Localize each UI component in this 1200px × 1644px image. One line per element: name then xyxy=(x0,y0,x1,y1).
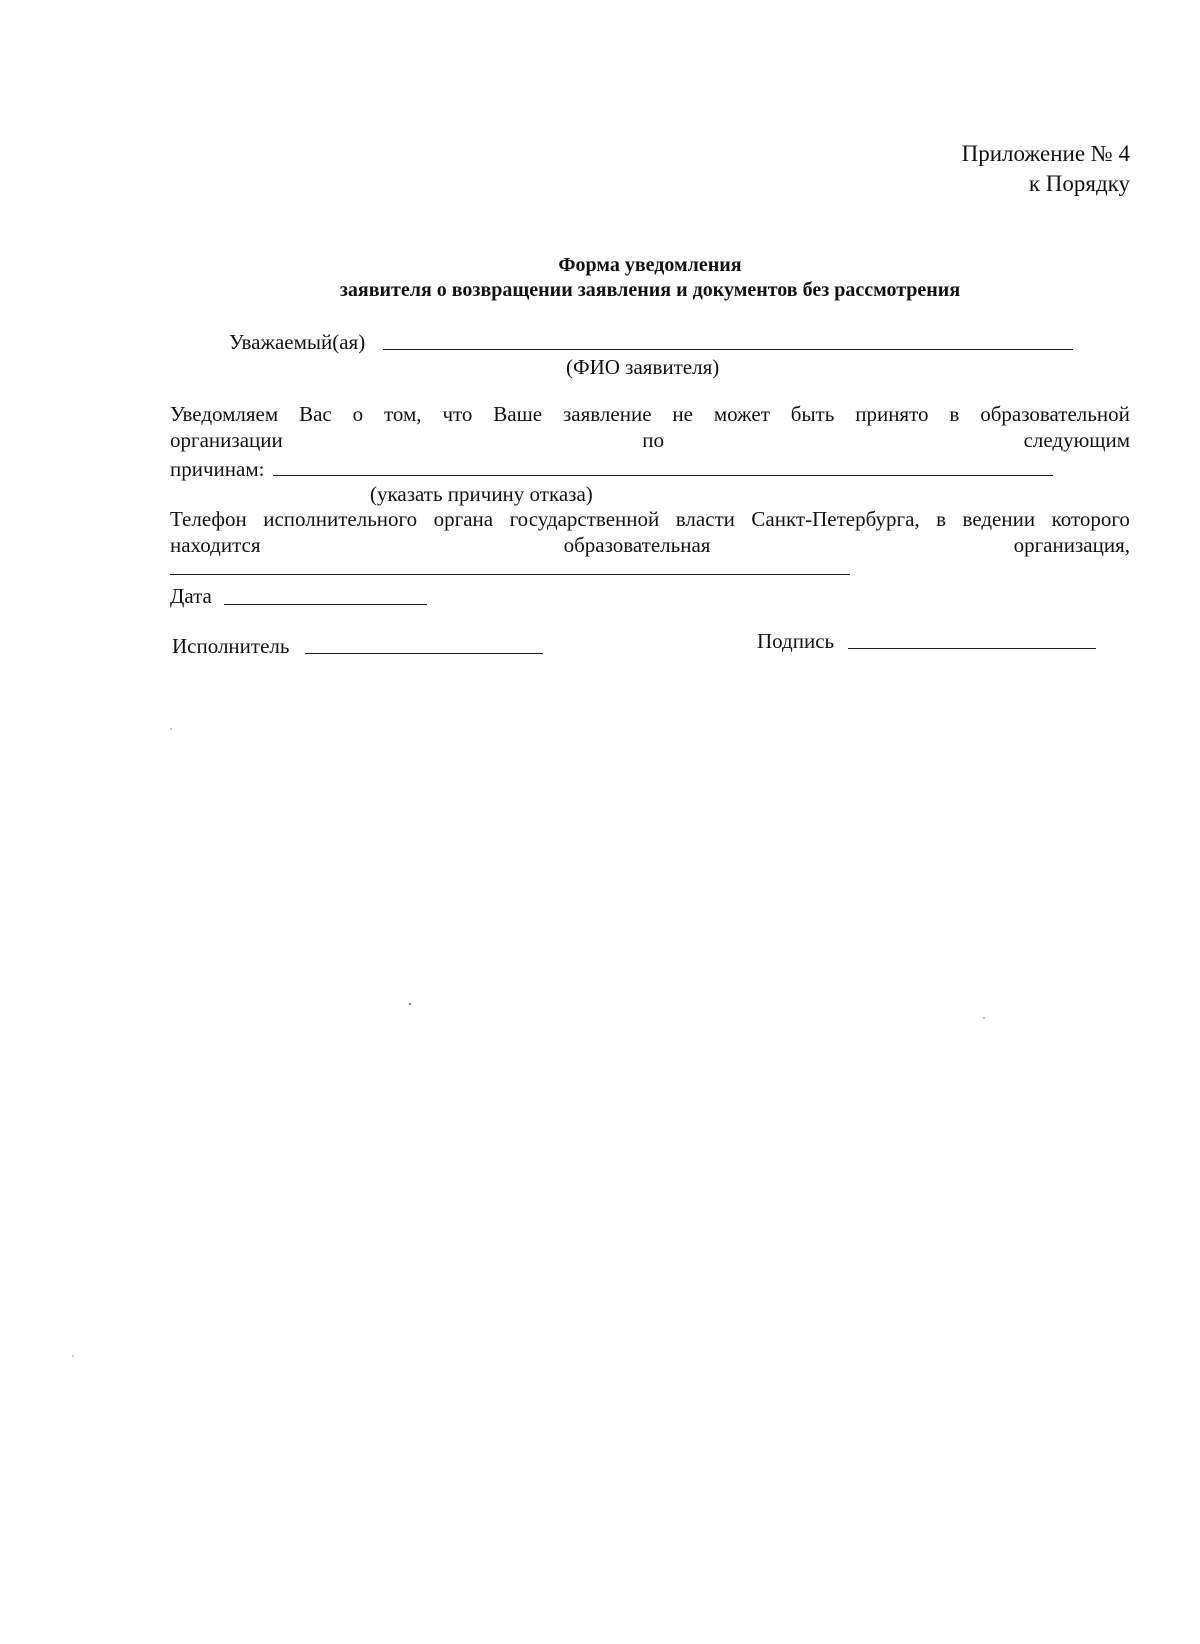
word: образовательной xyxy=(980,402,1130,426)
word: которого xyxy=(1051,507,1130,531)
word: ведении xyxy=(962,507,1036,531)
word: Ваше xyxy=(493,402,543,426)
appendix-reference: к Порядку xyxy=(1028,171,1130,196)
word: организации xyxy=(170,428,283,452)
date-label: Дата xyxy=(170,584,212,608)
applicant-name-field[interactable] xyxy=(383,349,1073,350)
word: организация, xyxy=(1013,533,1130,557)
form-title-line-2: заявителя о возвращении заявления и документов без рассмотрения xyxy=(339,279,961,301)
word: что xyxy=(442,402,473,426)
date-field[interactable] xyxy=(224,604,427,605)
word: в xyxy=(949,402,960,426)
word: исполнительного xyxy=(263,507,418,531)
greeting-label: Уважаемый(ая) xyxy=(229,330,366,354)
notice-line-2 xyxy=(170,428,1130,452)
scan-artifact xyxy=(72,1355,74,1357)
word: образовательная xyxy=(563,533,711,557)
word: в xyxy=(936,507,947,531)
phone-line-1 xyxy=(170,507,1130,531)
phone-field[interactable] xyxy=(170,574,850,575)
reasons-caption: (указать причину отказа) xyxy=(370,482,593,506)
word: Уведомляем xyxy=(170,402,279,426)
appendix-number: Приложение № 4 xyxy=(961,141,1130,166)
word: быть xyxy=(790,402,835,426)
word: государственной xyxy=(509,507,660,531)
applicant-name-caption: (ФИО заявителя) xyxy=(566,355,720,379)
word: том, xyxy=(384,402,422,426)
phone-line-2 xyxy=(170,533,1130,557)
notice-line-1 xyxy=(170,402,1130,426)
word: принято xyxy=(855,402,929,426)
signature-field[interactable] xyxy=(848,648,1096,649)
word: может xyxy=(713,402,770,426)
word: Вас xyxy=(299,402,332,426)
word: заявление xyxy=(563,402,652,426)
word: по xyxy=(642,428,665,452)
executor-label: Исполнитель xyxy=(172,634,290,658)
signature-label: Подпись xyxy=(757,629,835,653)
scan-artifact xyxy=(170,728,172,730)
scan-artifact xyxy=(983,1017,985,1019)
word: Санкт-Петербурга, xyxy=(751,507,920,531)
reasons-field[interactable] xyxy=(273,475,1053,476)
word: не xyxy=(672,402,693,426)
word: о xyxy=(352,402,364,426)
word: находится xyxy=(170,533,261,557)
word: следующим xyxy=(1023,428,1130,452)
word: органа xyxy=(433,507,494,531)
executor-field[interactable] xyxy=(305,653,543,654)
word: власти xyxy=(675,507,735,531)
scan-artifact xyxy=(409,1003,411,1005)
reasons-label: причинам: xyxy=(170,457,265,481)
word: Телефон xyxy=(170,507,247,531)
form-title-line-1: Форма уведомления xyxy=(558,254,742,276)
